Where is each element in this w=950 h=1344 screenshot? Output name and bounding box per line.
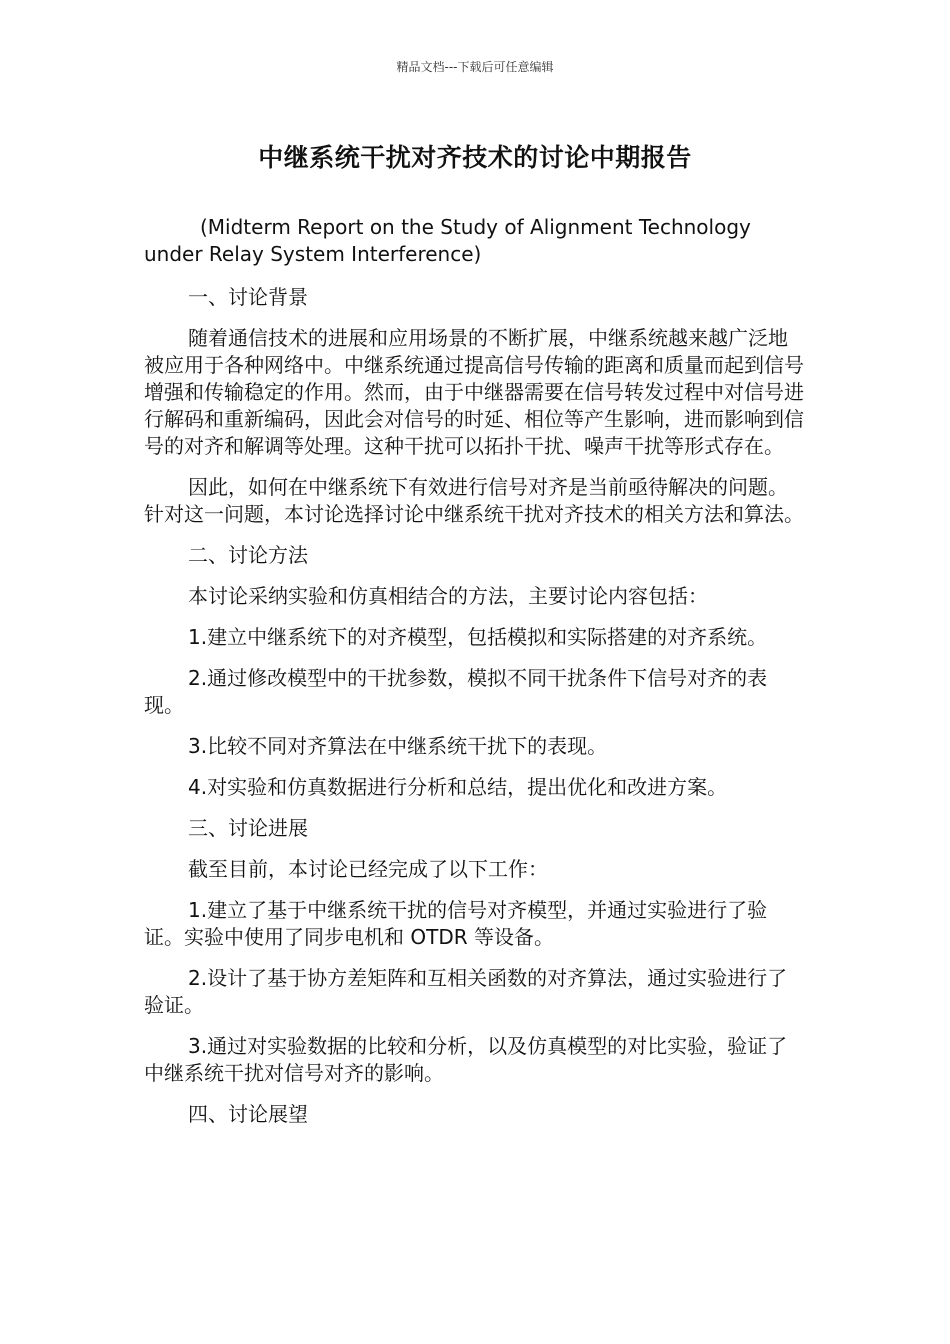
background-paragraph-2: 因此，如何在中继系统下有效进行信号对齐是当前亟待解决的问题。针对这一问题，本讨论选择讨论中继系统干扰对齐技术的相关方法和算法。 [144, 475, 804, 526]
section-heading-progress: 三、讨论进展 [188, 816, 308, 840]
progress-item-1: 1.建立了基于中继系统干扰的信号对齐模型，并通过实验进行了验证。实验中使用了同步电机和 OTDR 等设备。 [144, 898, 768, 949]
document-subtitle: (Midterm Report on the Study of Alignment Technology under Relay System Interference) [144, 215, 751, 266]
method-item-1: 1.建立中继系统下的对齐模型，包括模拟和实际搭建的对齐系统。 [188, 625, 768, 649]
document-title: 中继系统干扰对齐技术的讨论中期报告 [258, 143, 692, 172]
section-heading-outlook: 四、讨论展望 [188, 1102, 308, 1126]
progress-intro: 截至目前，本讨论已经完成了以下工作： [188, 857, 548, 881]
progress-item-2: 2.设计了基于协方差矩阵和互相关函数的对齐算法，通过实验进行了验证。 [144, 966, 788, 1017]
background-paragraph-1: 随着通信技术的进展和应用场景的不断扩展，中继系统越来越广泛地被应用于各种网络中。中继系统通过提高信号传输的距离和质量而起到信号增强和传输稳定的作用。然而，由于中继器需要在信号转发过程中对信号进行解码和重新编码，因此会对信号的时延、相位等产生影响，进而影响到信号的对齐和解调等处理。这种干扰可以拓扑干扰、噪声干扰等形式存在。 [144, 326, 804, 458]
section-heading-method: 二、讨论方法 [188, 543, 308, 567]
section-heading-background: 一、讨论背景 [188, 285, 308, 309]
progress-item-3: 3.通过对实验数据的比较和分析，以及仿真模型的对比实验，验证了中继系统干扰对信号对齐的影响。 [144, 1034, 788, 1085]
header-note: 精品文档---下载后可任意编辑 [396, 60, 554, 74]
method-item-3: 3.比较不同对齐算法在中继系统干扰下的表现。 [188, 734, 608, 758]
method-item-4: 4.对实验和仿真数据进行分析和总结，提出优化和改进方案。 [188, 775, 728, 799]
method-item-2: 2.通过修改模型中的干扰参数，模拟不同干扰条件下信号对齐的表现。 [144, 666, 768, 717]
method-intro: 本讨论采纳实验和仿真相结合的方法，主要讨论内容包括： [188, 584, 708, 608]
document-body [144, 214, 804, 1142]
